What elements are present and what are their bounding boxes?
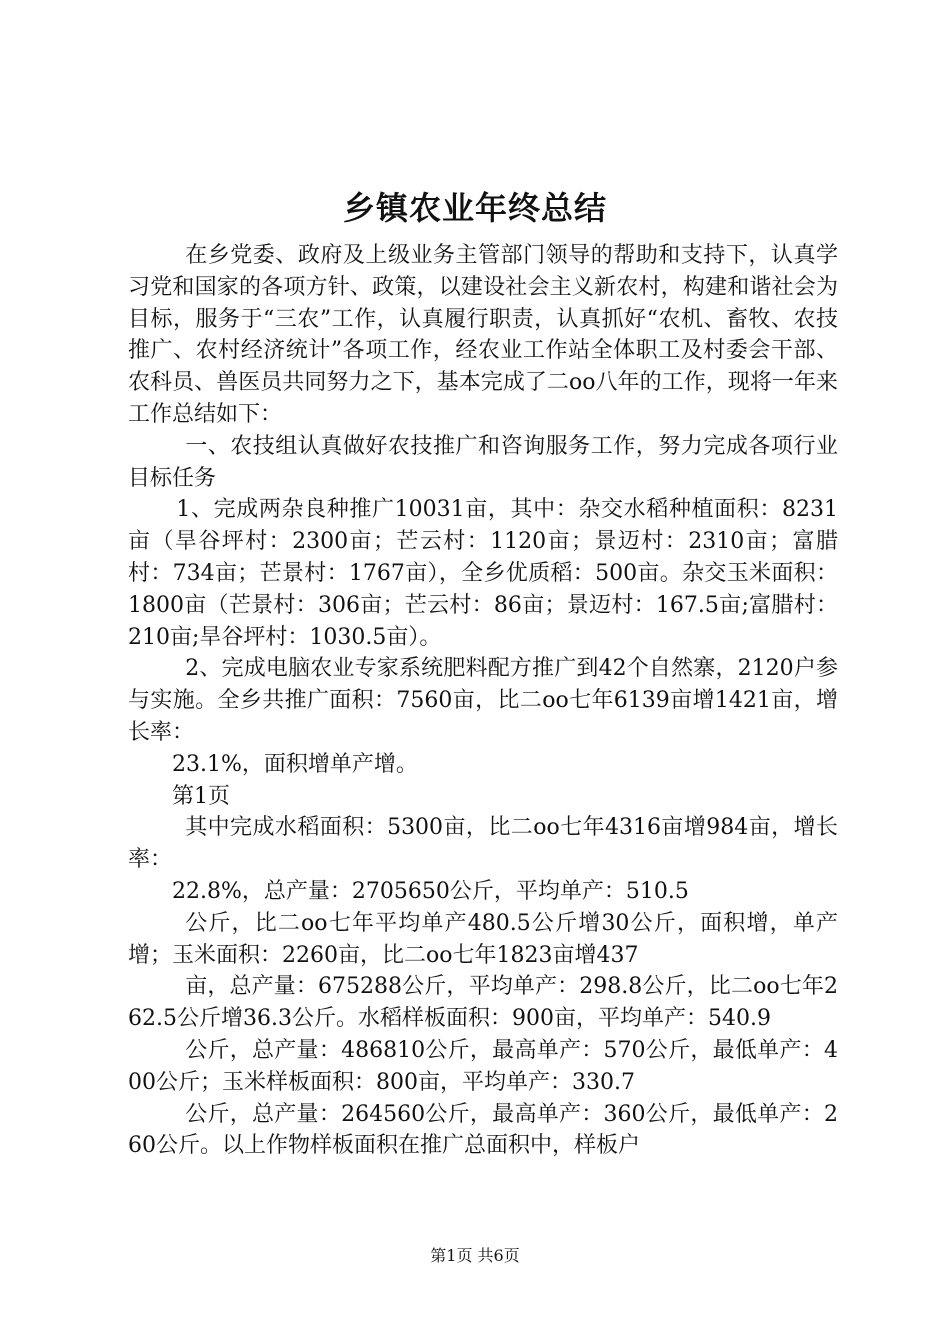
paragraph-item-one: 1、完成两杂良种推广10031亩，其中：杂交水稻种植面积：8231亩（旱谷坪村：2300亩；芒云村：1120亩；景迈村：2310亩；富腊村：734亩；芒景村：1767亩），全乡优质稻：500亩。杂交玉米面积：1800亩（芒景村：306亩；芒云村：86亩；景迈村：167.5亩;富腊村：210亩;旱谷坪村：1030.5亩）。: [128, 497, 838, 650]
paragraph-section-one-heading: 一、农技组认真做好农技推广和咨询服务工作，努力完成各项行业目标任务: [128, 433, 838, 491]
paragraph-corn-area: 公斤，比二oo七年平均单产480.5公斤增30公斤，面积增，单产增；玉米面积：2260亩，比二oo七年1823亩增437: [128, 910, 838, 968]
paragraph-item-two: 2、完成电脑农业专家系统肥料配方推广到42个自然寨，2120户参与实施。全乡共推广面积：7560亩，比二oo七年6139亩增1421亩，增长率：: [128, 656, 838, 745]
document-body: [128, 240, 838, 1162]
page-footer: 第1页 共6页: [430, 1246, 520, 1265]
paragraph-rice-sample: 公斤，总产量：486810公斤，最高单产：570公斤，最低单产：400公斤；玉米样板面积：800亩，平均单产：330.7: [128, 1037, 838, 1095]
paragraph-rice-output: 22.8%，总产量：2705650公斤，平均单产：510.5: [172, 878, 689, 904]
paragraph-corn-sample: 公斤，总产量：264560公斤，最高单产：360公斤，最低单产：260公斤。以上作物样板面积在推广总面积中，样板户: [128, 1101, 838, 1159]
paragraph-intro: 在乡党委、政府及上级业务主管部门领导的帮助和支持下，认真学习党和国家的各项方针、政策，以建设社会主义新农村，构建和谐社会为目标，服务于“三农”工作，认真履行职责，认真抓好“农机、畜牧、农技推广、农村经济统计”各项工作，经农业工作站全体职工及村委会干部、农科员、兽医员共同努力之下，基本完成了二oo八年的工作，现将一年来工作总结如下：: [128, 243, 838, 427]
paragraph-growth-rate: 23.1%，面积增单产增。: [172, 751, 418, 777]
paragraph-rice-area: 其中完成水稻面积：5300亩，比二oo七年4316亩增984亩，增长率：: [128, 815, 838, 873]
inline-page-marker: 第1页: [172, 783, 230, 809]
paragraph-corn-output: 亩，总产量：675288公斤，平均单产：298.8公斤，比二oo七年262.5公斤增36.3公斤。水稻样板面积：900亩，平均单产：540.9: [128, 974, 838, 1032]
page-title: 乡镇农业年终总结: [342, 189, 607, 227]
